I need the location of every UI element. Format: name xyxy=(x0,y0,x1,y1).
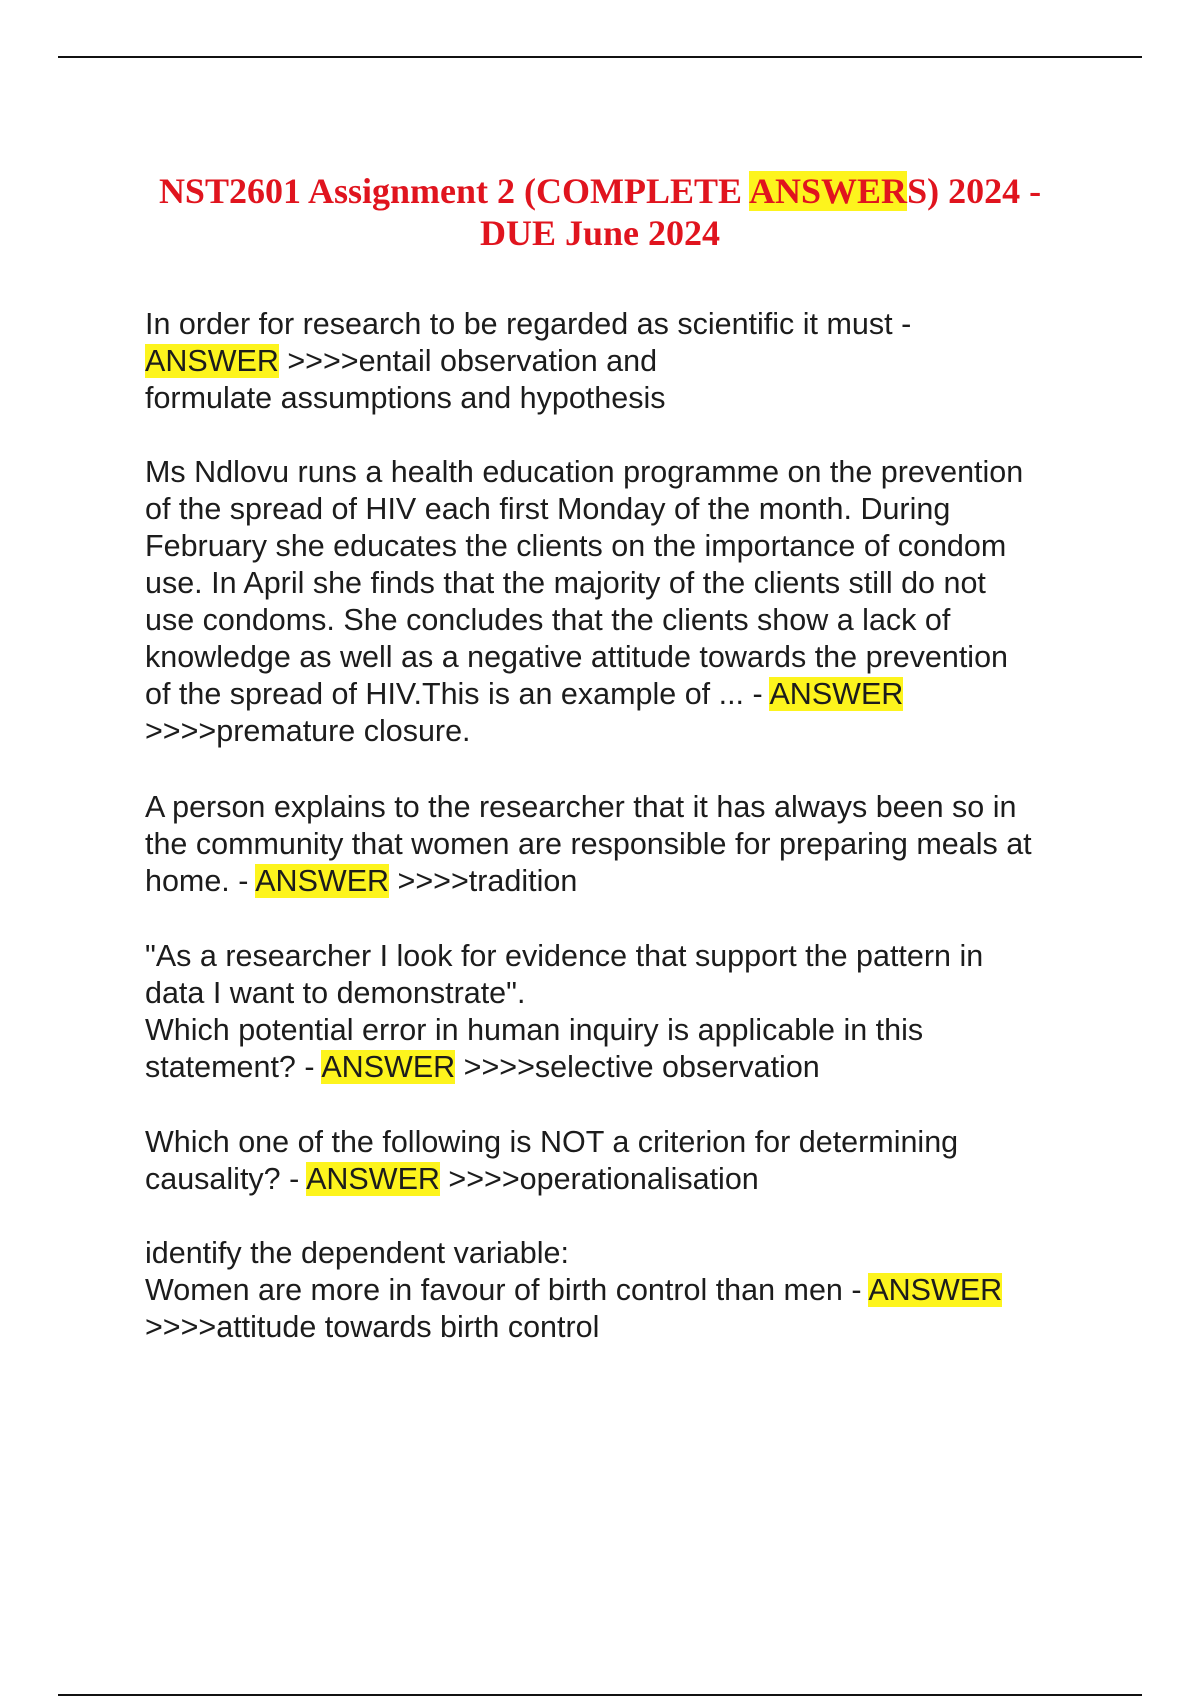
answer-text: >>>>premature closure. xyxy=(145,714,471,748)
question-text: Ms Ndlovu runs a health education programme on the prevention xyxy=(145,455,1024,489)
question-text: February she educates the clients on the importance of condom xyxy=(145,529,1007,563)
question-text: statement? - xyxy=(145,1050,322,1084)
question-text: data I want to demonstrate". xyxy=(145,976,526,1010)
title-highlight: ANSWER xyxy=(749,171,908,212)
answer-label: ANSWER xyxy=(145,344,279,378)
question-text: use. In April she finds that the majority of the clients still do not xyxy=(145,566,986,600)
answer-label: ANSWER xyxy=(255,864,390,898)
qa-item-3 xyxy=(145,789,1095,900)
qa-item-4 xyxy=(145,938,1095,1086)
question-text: "As a researcher I look for evidence that support the pattern in xyxy=(145,939,984,973)
question-text: home. - xyxy=(145,864,256,898)
answer-label: ANSWER xyxy=(321,1050,456,1084)
title-text-end: S) 2024 - xyxy=(907,171,1042,212)
answer-label: ANSWER xyxy=(868,1273,1003,1307)
header-rule xyxy=(58,56,1142,58)
question-text: identify the dependent variable: xyxy=(145,1236,569,1270)
question-text: knowledge as well as a negative attitude towards the prevention xyxy=(145,640,1009,674)
answer-text: >>>>tradition xyxy=(389,864,578,898)
answer-text: >>>>entail observation and xyxy=(278,344,658,378)
question-text: use condoms. She concludes that the clients show a lack of xyxy=(145,603,951,637)
question-text: causality? - xyxy=(145,1162,307,1196)
qa-item-2 xyxy=(145,454,1095,750)
question-text: of the spread of HIV.This is an example of ... - xyxy=(145,677,770,711)
footer-rule xyxy=(58,1694,1142,1696)
qa-item-1 xyxy=(145,306,1095,417)
answer-text: >>>>selective observation xyxy=(455,1050,820,1084)
title-text: NST2601 Assignment 2 (COMPLETE xyxy=(158,171,750,212)
qa-item-6 xyxy=(145,1235,1095,1346)
document-title xyxy=(100,170,1100,254)
answer-text: >>>>attitude towards birth control xyxy=(145,1310,600,1344)
question-text: the community that women are responsible for preparing meals at xyxy=(145,827,1032,861)
answer-label: ANSWER xyxy=(306,1162,440,1196)
title-due-date: DUE June 2024 xyxy=(479,213,721,254)
question-text: Which one of the following is NOT a criterion for determining xyxy=(145,1125,959,1159)
question-text: of the spread of HIV each first Monday of the month. During xyxy=(145,492,951,526)
question-text: Which potential error in human inquiry is applicable in this xyxy=(145,1013,924,1047)
answer-text: >>>>operationalisation xyxy=(439,1162,759,1196)
answer-label: ANSWER xyxy=(769,677,904,711)
question-text: In order for research to be regarded as scientific it must - xyxy=(145,307,912,341)
question-text: Women are more in favour of birth control than men - xyxy=(145,1273,869,1307)
answer-text: formulate assumptions and hypothesis xyxy=(145,381,666,415)
question-text: A person explains to the researcher that it has always been so in xyxy=(145,790,1017,824)
qa-item-5 xyxy=(145,1124,1095,1198)
